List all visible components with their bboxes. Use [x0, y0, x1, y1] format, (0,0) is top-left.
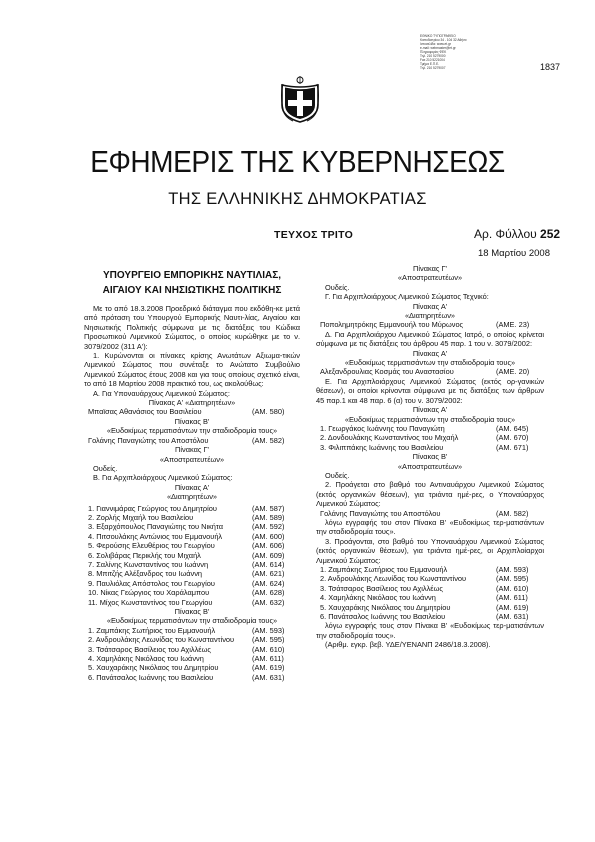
registry-number: (ΑΜ. 614) [252, 559, 285, 569]
table-heading: Πίνακας Α' [412, 348, 448, 358]
registry-number: (ΑΜ. 589) [252, 512, 285, 522]
list-item [84, 569, 300, 578]
registry-number: (ΑΜ. 600) [252, 531, 285, 541]
table-heading: Πίνακας Β' [412, 452, 448, 462]
list-item [84, 654, 300, 663]
right-column [316, 264, 544, 650]
publisher-info [420, 34, 480, 70]
ministry-heading [84, 268, 300, 298]
page-number: 1837 [540, 62, 561, 72]
table-subheading: «Αποστρατευτέων» [159, 454, 225, 464]
person-name: 9. Παυλιόλας Απόστολος του Γεωργίου [88, 578, 215, 588]
list-item [316, 509, 544, 518]
person-name: 6. Σολιβάρας Περικλής του Μιχαήλ [88, 550, 201, 560]
issue-number-line [474, 227, 560, 241]
issue-label: Αρ. Φύλλου [474, 227, 537, 241]
paragraph-2-tail: λόγω εγγραφής του στον Πίνακα Β' «Ευδοκίμως τερ-ματισάντων την σταδιοδρομία τους». [316, 517, 544, 537]
publisher-line: Καποδιστρίου 34 - 104 32 Αθήνα [420, 38, 467, 42]
table-heading: Πίνακας Α' «Διατηρητέων» [148, 398, 236, 408]
list-item [316, 574, 544, 583]
registry-number: (ΑΜ. 582) [252, 435, 285, 445]
list-item [84, 588, 300, 597]
list-item [84, 504, 300, 513]
list-item [84, 635, 300, 644]
list-item [84, 645, 300, 654]
list-item [316, 367, 544, 376]
person-name: Αλεξανδρουλιας Κοσμάς του Αναστασίου [320, 367, 454, 377]
person-name: 2. Δονδουλάκης Κωνσταντίνος του Μιχαήλ [320, 433, 459, 443]
registry-number: (ΑΜ. 593) [496, 565, 529, 574]
list-item [84, 598, 300, 607]
person-name: 11. Μίχος Κωνσταντίνος του Γεωργίου [88, 597, 213, 607]
publisher-line: Πληροφορίες ΦΕΚ [420, 50, 447, 54]
publisher-line: e-mail: webmaster@et.gr [420, 46, 456, 50]
registry-number: (ΑΜ. 595) [252, 635, 285, 645]
section-e-paragraph: Ε. Για Αρχιπλοιάρχους Λιμενικού Σώματος (εκτός ορ-γανικών θέσεων), οι οποίοι κρίνονται σύμφωνα με τις διατάξεις των άρθρων 45 παρ.1 και 48 παρ. 6 (α) του ν. 3079/2002: [316, 376, 544, 405]
table-subheading: «Αποστρατευτέων» [397, 273, 463, 283]
person-name: 3. Εξαρχόπουλος Παναγιώτης του Νικήτα [88, 522, 223, 532]
registry-number: (ΑΜ. 632) [252, 597, 285, 607]
registry-number: (ΑΜ. 645) [496, 423, 529, 433]
paragraph-1: 1. Κυρώνονται οι πίνακες κρίσης Ανωτάτων Αξιωμα-τικών Λιμενικού Σώματος που συνέταξε το Ανώτατο Συμβούλιο Λιμενικού Σώματος έτους 2008 και για τους οποίους σχετικό είναι, το από 18 Μαρτίου 2008 πρακτικό του, ως ακολούθως: [84, 351, 300, 389]
table-heading: Πίνακας Α' [412, 301, 448, 311]
registry-number: (ΑΜ. 621) [252, 569, 285, 579]
table-heading: Πίνακας Α' [174, 482, 210, 492]
registry-number: (ΑΜ. 606) [252, 541, 285, 551]
list-item [316, 443, 544, 452]
table-heading: Πίνακας Γ' [175, 445, 209, 455]
person-name: Γολάνης Παναγιώτης του Αποστόλου [88, 435, 209, 445]
list-item [84, 513, 300, 522]
publisher-line: Τμήμα Ε.Π.Ε. [420, 62, 440, 66]
person-name: 5. Φερούσης Ελευθέριος του Γεωργίου [88, 541, 215, 551]
person-name: 1. Γιαννιμάρας Γεώργιος του Δημητρίου [88, 503, 217, 513]
list-item [316, 603, 544, 612]
person-name: 5. Χαυχαράκης Νικόλαος του Δημητρίου [320, 602, 451, 612]
gazette-title: ΕΦΗΜΕΡΙΣ ΤΗΣ ΚΥΒΕΡΝΗΣΕΩΣ [90, 145, 505, 179]
registry-number: (ΑΜ. 580) [252, 407, 285, 417]
registry-number: (ΑΜ. 619) [496, 602, 529, 612]
person-name: 4. Πιτσουλάκης Αντώνιος του Εμμανουήλ [88, 531, 223, 541]
ministry-heading-line: ΥΠΟΥΡΓΕΙΟ ΕΜΠΟΡΙΚΗΣ ΝΑΥΤΙΛΙΑΣ, [103, 270, 281, 281]
registry-number: (ΑΜ. 593) [252, 625, 285, 635]
ministry-heading-line: ΑΙΓΑΙΟΥ ΚΑΙ ΝΗΣΙΩΤΙΚΗΣ ΠΟΛΙΤΙΚΗΣ [102, 285, 282, 296]
registry-number: (ΑΜΕ. 23) [496, 320, 530, 330]
person-name: 3. Τσάτσαρος Βασίλειος του Αχιλλέως [320, 583, 443, 593]
registry-number: (ΑΜ. 592) [252, 522, 285, 532]
person-name: 4. Χαμηλάκης Νικόλαος του Ιωάννη [88, 654, 204, 664]
publisher-line: Τηλ. 210 5279007 [420, 66, 446, 70]
person-name: 1. Ζαμπάκης Σωτήριος του Εμμανουήλ [320, 565, 448, 574]
registry-number: (ΑΜ. 671) [496, 442, 529, 452]
table-subheading: «Ευδοκίμως τερματισάντων την σταδιοδρομία τους» [106, 426, 278, 436]
person-name: 2. Ανδρουλάκης Λεωνίδας του Κωνσταντίνου [88, 635, 235, 645]
registry-number: (ΑΜ. 587) [252, 503, 285, 513]
person-name: 8. Μπιτζής Αλέξανδρος του Ιωάννη [88, 569, 203, 579]
issue-date: 18 Μαρτίου 2008 [478, 248, 550, 259]
person-name: 3. Φιλιππάκης Ιωάννης του Βασιλείου [320, 442, 444, 452]
list-item [84, 579, 300, 588]
gazette-subtitle: ΤΗΣ ΕΛΛΗΝΙΚΗΣ ΔΗΜΟΚΡΑΤΙΑΣ [168, 190, 427, 208]
section-c-heading: Γ. Για Αρχιπλοιάρχους Λιμενικού Σώματος Τεχνικό: [325, 292, 489, 302]
table-subheading: «Διατηρητέων» [404, 311, 456, 321]
registry-number: (ΑΜΕ. 20) [496, 367, 530, 377]
table-subheading: «Διατηρητέων» [166, 492, 218, 502]
person-name: 4. Χαμηλάκης Νικόλαος του Ιωάννη [320, 593, 436, 603]
person-name: 6. Πανάτσαλος Ιωάννης του Βασιλείου [320, 612, 446, 622]
registry-number: (ΑΜ. 610) [496, 583, 529, 593]
list-item [84, 532, 300, 541]
list-item [316, 320, 544, 329]
none-note: Ουδείς. [325, 470, 350, 480]
list-item [84, 551, 300, 560]
publisher-line: Ιστοσελίδα: www.et.gr [420, 42, 451, 46]
intro-paragraph: Με το από 18.3.2008 Προεδρικό διάταγμα που εκδόθη-κε μετά από πρόταση του Υπουργού Εμπορικής Ναυτι-λίας, Αιγαίου και Νησιωτικής Πολιτικής σύμφωνα με τις διατάξεις του Κώδικα Προσωπικού Λιμενικού Σώματος, ο οποίος κυρώθηκε με το ν. 3079/2002 (311 Α'): [84, 304, 300, 351]
person-name: 3. Τσάτσαρος Βασίλειος του Αχιλλέως [88, 644, 211, 654]
person-name: Μπαϊσας Αθανάσιος του Βασιλείου [88, 407, 202, 417]
registry-number: (ΑΜ. 611) [496, 593, 528, 603]
registry-number: (ΑΜ. 595) [496, 574, 529, 584]
publisher-line: Τηλ. 210 5279000 [420, 54, 446, 58]
list-item [316, 433, 544, 442]
registry-number: (ΑΜ. 619) [252, 663, 285, 673]
registry-number: (ΑΜ. 611) [252, 654, 284, 664]
list-item [84, 560, 300, 569]
none-note: Ουδείς. [325, 282, 350, 292]
paragraph-2: 2. Προάγεται στο βαθμό του Αντιναυάρχου Λιμενικού Σώματος (εκτός οργανικών θέσεων), για τριάντα ημέ-ρες, ο Υποναύαρχος Λιμενικού Σώματος: [316, 480, 544, 509]
list-item [84, 663, 300, 672]
list-item [84, 522, 300, 531]
person-name: 2. Ζορλής Μιχαήλ του Βασιλείου [88, 512, 194, 522]
list-item [316, 584, 544, 593]
issue-type: ΤΕΥΧΟΣ ΤΡΙΤΟ [274, 229, 354, 241]
person-name: 2. Ανδρουλάκης Λεωνίδας του Κωνσταντίνου [320, 574, 467, 584]
registry-number: (ΑΜ. 631) [496, 612, 529, 622]
registry-number: (ΑΜ. 631) [252, 672, 285, 682]
person-name: 1. Ζαμπάκης Σωτήριος του Εμμανουήλ [88, 625, 216, 635]
section-b-heading: Β. Για Αρχιπλοιάρχους Λιμενικού Σώματος: [93, 473, 233, 483]
table-subheading: «Ευδοκίμως τερματισάντων την σταδιοδρομία τους» [344, 414, 516, 424]
person-name: 1. Γεωργάκος Ιωάννης του Παναγιώτη [320, 423, 445, 433]
list-item [316, 593, 544, 602]
person-name: 6. Πανάτσαλος Ιωάννης του Βασιλείου [88, 672, 214, 682]
paragraph-3: 3. Προάγονται, στο βαθμό του Υποναυάρχου Λιμενικού Σώματος (εκτός οργανικών θέσεων), για τριάντα ημέ-ρες, οι Αρχιπλοίαρχοι Λιμενικού Σώματος: [316, 536, 544, 565]
list-item [84, 541, 300, 550]
list-item [84, 407, 300, 416]
list-item [84, 673, 300, 682]
list-item [84, 436, 300, 445]
registry-number: (ΑΜ. 670) [496, 433, 529, 443]
table-heading: Πίνακας Β' [174, 607, 210, 616]
table-subheading: «Αποστρατευτέων» [397, 461, 463, 471]
registry-number: (ΑΜ. 609) [252, 550, 285, 560]
person-name: Ποπολημητρόκης Εμμανουήλ του Μύρωνος [320, 320, 464, 330]
list-item [316, 612, 544, 621]
paragraph-3-tail: λόγω εγγραφής τους στον Πίνακα Β' «Ευδοκίμως τερ-ματισάντων την σταδιοδρομία τους». [316, 621, 544, 640]
person-name: 5. Χαυχαράκης Νικόλαος του Δημητρίου [88, 663, 219, 673]
person-name: 10. Νίκας Γεώργιος του Χαράλαμπου [88, 588, 210, 598]
issue-number: 252 [540, 227, 561, 241]
registry-number: (ΑΜ. 628) [252, 588, 285, 598]
list-item [316, 424, 544, 433]
list-item [316, 565, 544, 574]
greek-coat-of-arms-emblem [279, 75, 321, 123]
publisher-line: Fax 210 5221004 [420, 58, 445, 62]
person-name: Γολάνης Παναγιώτης του Αποστόλου [320, 508, 441, 518]
table-subheading: «Ευδοκίμως τερματισάντων την σταδιοδρομία τους» [106, 616, 278, 626]
section-d-paragraph: Δ. Για Αρχιπλοιάρχου Λιμενικού Σώματος Ιατρό, ο οποίος κρίνεται σύμφωνα με τις διατάξεις του άρθρου 45 παρ. 1 του ν. 3079/2002: [316, 329, 544, 349]
left-column [84, 264, 300, 682]
registry-number: (ΑΜ. 582) [496, 508, 529, 518]
registry-number: (ΑΜ. 610) [252, 644, 285, 654]
publisher-line: ΕΘΝΙΚΟ ΤΥΠΟΓΡΑΦΕΙΟ [420, 34, 456, 38]
table-heading: Πίνακας Β' [174, 416, 210, 426]
list-item [84, 626, 300, 635]
person-name: 7. Σαλίνης Κωνσταντίνος του Ιωάννη [88, 559, 209, 569]
table-subheading: «Ευδοκίμως τερματισάντων την σταδιοδρομία τους» [344, 358, 516, 368]
table-heading: Πίνακας Γ' [413, 264, 447, 273]
section-a-heading: Α. Για Υποναυάρχους Λιμενικού Σώματος: [93, 388, 230, 398]
approval-reference: (Αριθμ. εγκρ. βεβ. ΥΔΕ/ΥΕΝΑΝΠ 2486/18.3.2008). [325, 640, 491, 650]
registry-number: (ΑΜ. 624) [252, 578, 285, 588]
table-heading: Πίνακας Α' [412, 405, 448, 415]
none-note: Ουδείς. [93, 463, 118, 473]
